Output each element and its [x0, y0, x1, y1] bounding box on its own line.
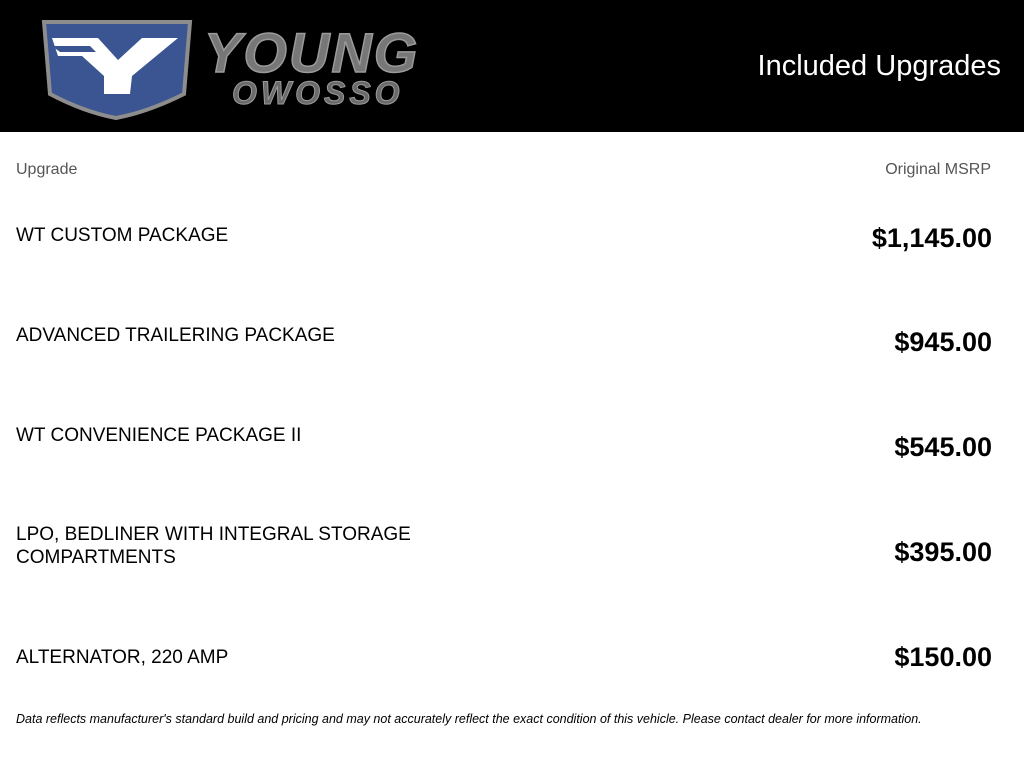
upgrade-price: $1,145.00	[871, 223, 992, 253]
upgrade-row	[0, 522, 1024, 622]
upgrade-name: ALTERNATOR, 220 AMP	[16, 647, 229, 668]
dealer-logo[interactable]	[38, 16, 518, 120]
upgrade-row	[0, 422, 1024, 522]
page-title: Included Upgrades	[757, 50, 1001, 82]
column-header-msrp: Original MSRP	[885, 161, 991, 178]
upgrade-name: ADVANCED TRAILERING PACKAGE	[16, 325, 335, 346]
upgrade-price: $945.00	[894, 327, 992, 357]
upgrade-name: WT CUSTOM PACKAGE	[16, 225, 229, 246]
upgrade-row	[0, 222, 1024, 322]
disclaimer-text: Data reflects manufacturer's standard build and pricing and may not accurately reflect the exact condition of this vehicle. Please contact dealer for more information.	[16, 712, 922, 726]
header-banner	[0, 0, 1024, 132]
upgrade-price: $150.00	[894, 642, 992, 672]
upgrade-row	[0, 322, 1024, 422]
upgrade-name: WT CONVENIENCE PACKAGE II	[16, 425, 302, 446]
logo-text-owosso: OWOSSO	[232, 75, 404, 111]
logo-text-young: YOUNG	[204, 21, 420, 84]
upgrade-price: $395.00	[894, 537, 992, 567]
upgrade-price: $545.00	[894, 432, 992, 462]
upgrade-name: LPO, BEDLINER WITH INTEGRAL STORAGE COMPARTMENTS	[16, 524, 411, 568]
upgrade-row	[0, 622, 1024, 722]
column-header-upgrade: Upgrade	[16, 161, 78, 178]
